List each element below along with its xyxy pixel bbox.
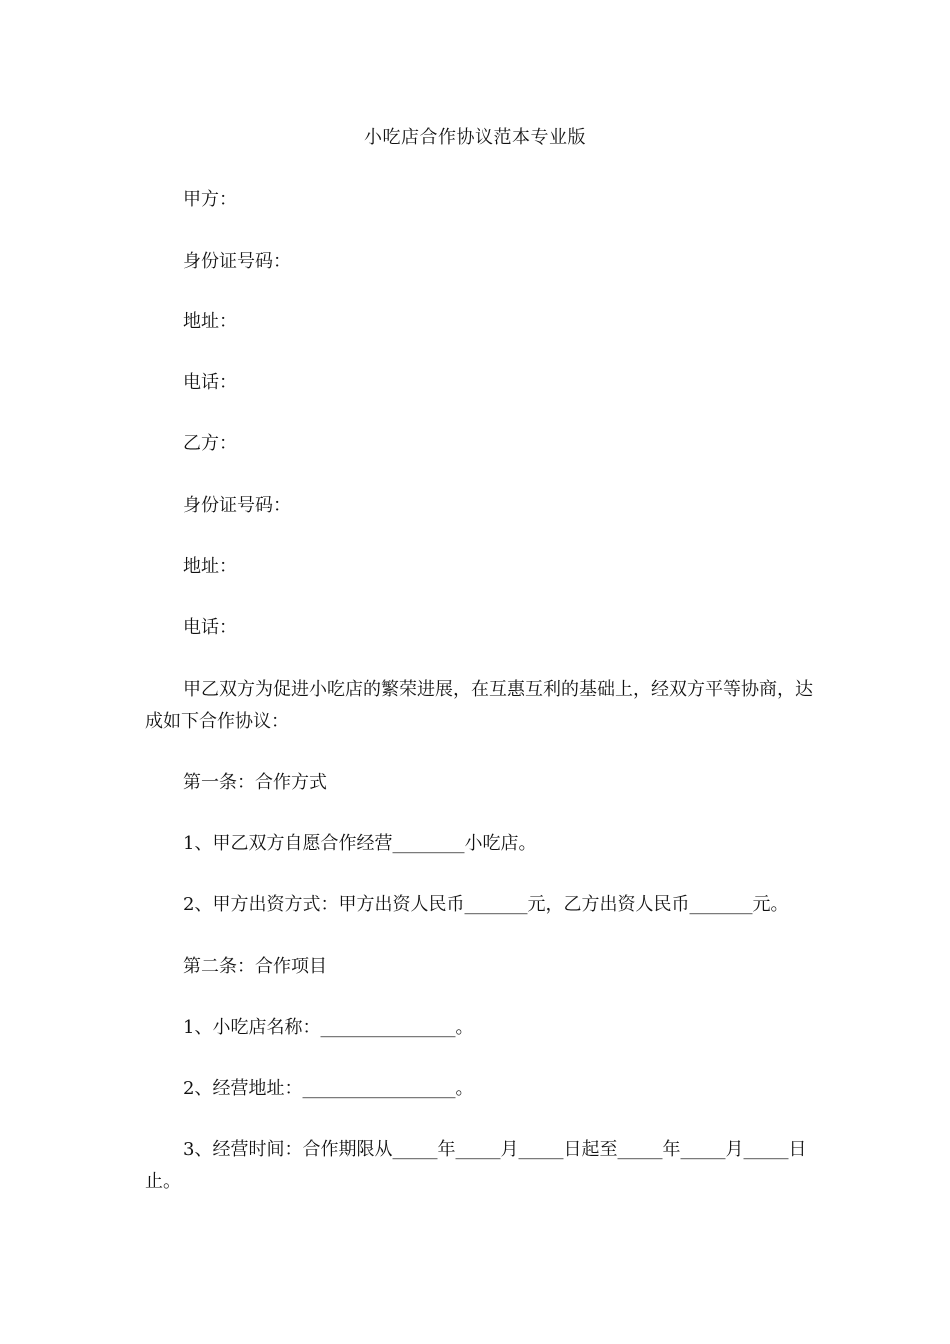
party-b-id-label: 身份证号码： — [183, 495, 291, 516]
intro-paragraph: 甲乙双方为促进小吃店的繁荣进展，在互惠互利的基础上，经双方平等协商，达成如下合作协议： — [145, 679, 813, 732]
party-a-phone-label: 电话： — [183, 372, 237, 393]
party-b-label: 乙方： — [183, 433, 237, 454]
article1-heading: 第一条：合作方式 — [183, 772, 327, 793]
document-title: 小吃店合作协议范本专业版 — [364, 127, 586, 148]
article1-item2: 2、甲方出资方式：甲方出资人民币_______元，乙方出资人民币_______元。 — [183, 894, 789, 915]
article2-item1: 1、小吃店名称：_______________。 — [183, 1017, 474, 1038]
article2-item3: 3、经营时间：合作期限从_____年_____月_____日起至_____年_____月_____日止。 — [145, 1139, 807, 1192]
party-a-label: 甲方： — [183, 189, 237, 210]
article2-heading: 第二条：合作项目 — [183, 956, 327, 977]
party-a-id-label: 身份证号码： — [183, 251, 291, 272]
article2-item2: 2、经营地址：_________________。 — [183, 1078, 474, 1099]
party-b-address-label: 地址： — [183, 556, 237, 577]
article1-item1: 1、甲乙双方自愿合作经营________小吃店。 — [183, 833, 537, 854]
party-a-address-label: 地址： — [183, 311, 237, 332]
party-b-phone-label: 电话： — [183, 617, 237, 638]
